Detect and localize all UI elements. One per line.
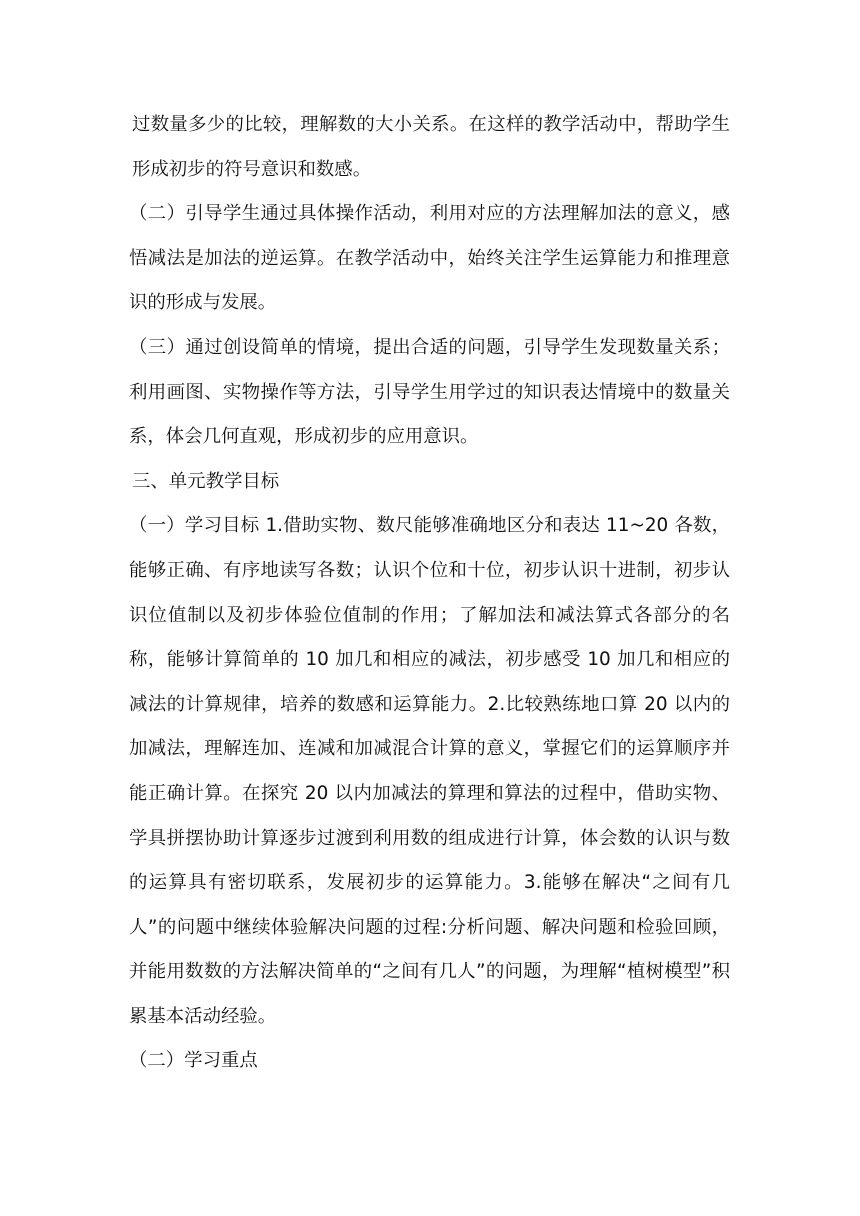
paragraph-learning-goals: （一）学习目标 1.借助实物、数尺能够准确地区分和表达 11~20 各数，能够正确、有序地读写各数；认识个位和十位，初步认识十进制，初步认识位值制以及初步体验位值制的作用；了解加法和减法算式各部分的名称，能够计算简单的 10 加几和相应的减法，初步感受 10 加几和相应的减法的计算规律，培养的数感和运算能力。2.比较熟练地口算 20 以内的加减法，理解连加、连减和加减混合计算的意义，掌握它们的运算顺序并能正确计算。在探究 20 以内加减法的算理和算法的过程中，借助实物、学具拼摆协助计算逐步过渡到利用数的组成进行计算，体会数的认识与数的运算具有密切联系，发展初步的运算能力。3.能够在解决“之间有几人”的问题中继续体验解决问题的过程:分析问题、解决问题和检验回顾，并能用数数的方法解决简单的“之间有几人”的问题，为理解“植树模型”积累基本活动经验。 bbox=[129, 515, 730, 1027]
heading-learning-focus: （二）学习重点 bbox=[129, 1050, 258, 1072]
paragraph-number-comparison: 过数量多少的比较，理解数的大小关系。在这样的教学活动中，帮助学生形成初步的符号意识和数感。 bbox=[132, 114, 730, 180]
document-body bbox=[129, 103, 730, 1084]
heading-unit-teaching-goals: 三、单元教学目标 bbox=[132, 470, 280, 492]
paragraph-section-two: （二）引导学生通过具体操作活动，利用对应的方法理解加法的意义，感悟减法是加法的逆运算。在教学活动中，始终关注学生运算能力和推理意识的形成与发展。 bbox=[129, 203, 730, 314]
paragraph-section-three: （三）通过创设简单的情境，提出合适的问题，引导学生发现数量关系；利用画图、实物操作等方法，引导学生用学过的知识表达情境中的数量关系，体会几何直观，形成初步的应用意识。 bbox=[129, 336, 730, 448]
